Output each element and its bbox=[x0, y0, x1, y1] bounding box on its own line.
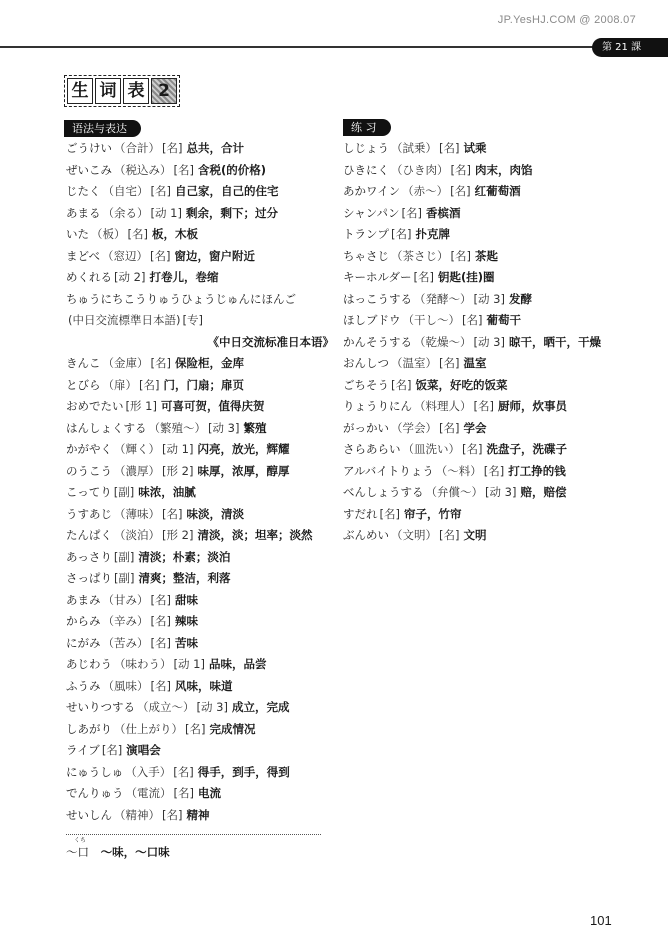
vocab-entry bbox=[66, 504, 336, 526]
entry-meaning: 辣味 bbox=[174, 614, 198, 628]
vocab-entry bbox=[343, 181, 643, 203]
entry-pos: [动 1] bbox=[150, 205, 182, 220]
left-column bbox=[66, 138, 336, 861]
entry-meaning: 剩余，剩下；过分 bbox=[185, 205, 278, 220]
entry-pos: [名] bbox=[150, 678, 171, 693]
entry-kanji: （弁償～） bbox=[425, 485, 483, 499]
vocab-entry bbox=[343, 203, 643, 225]
entry-meaning: 学会 bbox=[463, 420, 487, 435]
translation-line: 《中日交流标准日本语》 bbox=[207, 334, 334, 349]
entry-reading: あかワイン bbox=[343, 184, 401, 198]
entry-reading: でんりゅう bbox=[66, 786, 124, 800]
entry-meaning: 洗盘子，洗碟子 bbox=[486, 442, 567, 456]
entry-reading: あじわう bbox=[66, 657, 112, 671]
title-char: 生 bbox=[67, 78, 93, 104]
entry-reading: ちゃさじ bbox=[343, 248, 389, 263]
entry-kanji: （合計） bbox=[114, 141, 160, 155]
entry-pos: [动 3] bbox=[196, 700, 228, 714]
entry-meaning: 繁殖 bbox=[243, 420, 267, 435]
entry-meaning: 自己家，自己的住宅 bbox=[174, 184, 279, 198]
vocab-entry bbox=[343, 504, 643, 526]
entry-meaning: 甜味 bbox=[174, 592, 198, 607]
vocab-entry bbox=[66, 762, 336, 784]
vocab-entry bbox=[66, 203, 336, 225]
vocab-entry bbox=[66, 676, 336, 698]
watermark: JP.YesHJ.COM @ 2008.07 bbox=[497, 14, 636, 26]
entry-kanji: （輝く） bbox=[114, 442, 160, 456]
vocab-entry bbox=[343, 461, 643, 483]
vocab-entry bbox=[66, 353, 336, 375]
entry-meaning: 演唱会 bbox=[126, 743, 161, 757]
entry-pos: [名] bbox=[150, 184, 171, 198]
entry-pos: [名] bbox=[413, 270, 435, 284]
ruby: くち bbox=[74, 837, 87, 844]
vocab-entry bbox=[343, 396, 643, 418]
entry-meaning: 钥匙(挂)圈 bbox=[438, 270, 495, 284]
entry-pos: [名] bbox=[101, 743, 123, 757]
entry-kanji: （窓辺） bbox=[102, 248, 149, 263]
entry-pos: [动 1] bbox=[162, 442, 194, 456]
entry-pos: [专] bbox=[182, 313, 203, 327]
entry-kanji: （成立～） bbox=[137, 700, 195, 714]
entry-reading: うすあじ bbox=[66, 506, 112, 521]
entry-reading: はっこうする bbox=[343, 291, 412, 306]
header-rule bbox=[0, 46, 600, 48]
entry-meaning: 风味，味道 bbox=[174, 678, 233, 693]
entry-reading: ほしブドウ bbox=[343, 313, 401, 327]
entry-pos: [动 2] bbox=[114, 270, 146, 284]
vocab-entry bbox=[66, 697, 336, 719]
entry-pos: [动 3] bbox=[473, 334, 505, 349]
entry-kanji: （板） bbox=[91, 227, 126, 241]
entry-meaning: 可喜可贺，值得庆贺 bbox=[160, 399, 265, 413]
vocab-entry bbox=[66, 568, 336, 590]
entry-reading: ひきにく bbox=[343, 162, 389, 177]
vocab-entry bbox=[343, 375, 643, 397]
entry-reading: さらあらい bbox=[343, 442, 401, 456]
entry-reading: ごちそう bbox=[343, 377, 389, 392]
entry-pos: [名] bbox=[462, 442, 483, 456]
entry-kanji: （淡泊） bbox=[114, 528, 160, 542]
entry-reading: かがやく bbox=[66, 442, 112, 456]
entry-pos: [名] bbox=[379, 506, 400, 521]
entry-kanji: （濃厚） bbox=[114, 463, 160, 478]
entry-reading: にがみ bbox=[66, 635, 101, 650]
entry-meaning: 肉末，肉馅 bbox=[474, 162, 533, 177]
entry-meaning: 厨师，炊事员 bbox=[497, 399, 567, 413]
entry-kanji: （皿洗い） bbox=[402, 442, 460, 456]
entry-kanji: （税込み） bbox=[114, 162, 172, 177]
entry-reading: めくれる bbox=[66, 270, 112, 284]
vocab-entry bbox=[66, 418, 336, 440]
entry-reading: おんしつ bbox=[343, 356, 389, 370]
entry-meaning: 成立，完成 bbox=[231, 700, 290, 714]
entry-pos: [名] bbox=[450, 184, 471, 198]
entry-reading: きんこ bbox=[66, 356, 101, 370]
entry-reading: たんぱく bbox=[66, 528, 112, 542]
vocab-entry bbox=[343, 353, 643, 375]
vocab-entry bbox=[66, 181, 336, 203]
entry-kanji: (中日交流標準日本語) bbox=[68, 313, 181, 327]
title-number: 2 bbox=[151, 78, 177, 104]
entry-kanji: （文明） bbox=[391, 528, 437, 542]
entry-reading: さっぱり bbox=[66, 571, 112, 585]
entry-reading: からみ bbox=[66, 614, 101, 628]
entry-reading: あっさり bbox=[66, 549, 112, 564]
entry-kanji: （～料） bbox=[435, 463, 482, 478]
entry-pos: [名] bbox=[185, 721, 206, 736]
entry-pos: [副] bbox=[113, 485, 135, 499]
vocab-entry bbox=[343, 289, 643, 311]
entry-pos: [名] bbox=[391, 227, 412, 241]
vocab-entry bbox=[66, 224, 336, 246]
vocab-entry bbox=[66, 525, 336, 547]
entry-pos: [副] bbox=[114, 571, 135, 585]
entry-reading: しあがり bbox=[66, 721, 112, 736]
entry-pos: [副] bbox=[113, 549, 135, 564]
vocab-entry bbox=[66, 654, 336, 676]
vocab-entry bbox=[66, 805, 336, 827]
entry-kanji: （仕上がり） bbox=[114, 721, 183, 736]
entry-reading: あまる bbox=[66, 205, 101, 220]
entry-pos: [名] bbox=[150, 356, 171, 370]
entry-meaning: 电流 bbox=[197, 786, 221, 800]
entry-reading: あまみ bbox=[66, 592, 101, 607]
entry-pos: [名] bbox=[162, 141, 183, 155]
suffix-line bbox=[66, 844, 336, 861]
entry-reading: ふうみ bbox=[66, 678, 101, 693]
entry-meaning: 打卷儿，卷缩 bbox=[149, 270, 219, 284]
vocab-entry bbox=[66, 160, 336, 182]
entry-meaning: 赔，赔偿 bbox=[520, 485, 567, 499]
vocab-entry bbox=[343, 267, 643, 289]
entry-meaning: 香槟酒 bbox=[425, 205, 461, 220]
entry-meaning: 门，门扇；扉页 bbox=[163, 377, 244, 392]
entry-kanji: （金庫） bbox=[102, 356, 149, 370]
entry-kanji: （味わう） bbox=[114, 657, 172, 671]
entry-kanji: （苦み） bbox=[102, 635, 149, 650]
vocab-entry bbox=[66, 461, 336, 483]
entry-pos: [名] bbox=[473, 399, 494, 413]
entry-kanji: （茶さじ） bbox=[391, 248, 449, 263]
vocab-entry bbox=[343, 246, 643, 268]
entry-pos: [名] bbox=[439, 528, 460, 542]
entry-pos: [名] bbox=[439, 141, 460, 155]
entry-pos: [名] bbox=[483, 463, 505, 478]
entry-kanji: （精神） bbox=[114, 807, 160, 822]
entry-pos: [动 3] bbox=[473, 291, 505, 306]
entry-meaning: 发酵 bbox=[508, 291, 532, 306]
vocab-entry bbox=[66, 783, 336, 805]
entry-meaning: 清淡，淡；坦率；淡然 bbox=[197, 528, 313, 542]
entry-pos: [名] bbox=[139, 377, 160, 392]
entry-kanji: （温室） bbox=[391, 356, 437, 370]
vocab-entry bbox=[66, 611, 336, 633]
entry-meaning: 红葡萄酒 bbox=[474, 184, 521, 198]
entry-kanji: （乾燥～） bbox=[414, 334, 472, 349]
title-char: 表 bbox=[123, 78, 149, 104]
entry-pos: [动 3] bbox=[485, 485, 517, 499]
entry-pos: [名] bbox=[162, 807, 183, 822]
entry-pos: [名] bbox=[462, 313, 483, 327]
entry-meaning: 窗边，窗户附近 bbox=[174, 248, 256, 263]
entry-pos: [名] bbox=[450, 248, 471, 263]
entry-reading: おめでたい bbox=[66, 399, 124, 413]
entry-meaning: 品味，品尝 bbox=[208, 657, 267, 671]
vocab-entry bbox=[66, 246, 336, 268]
vocab-entry bbox=[66, 633, 336, 655]
vocab-entry bbox=[343, 310, 643, 332]
entry-reading: ちゅうにちこうりゅうひょうじゅんにほんご bbox=[66, 291, 296, 306]
entry-meaning: 葡萄干 bbox=[486, 313, 521, 327]
entry-pos: [名] bbox=[439, 356, 460, 370]
entry-kanji: （料理人） bbox=[414, 399, 472, 413]
entry-pos: [动 1] bbox=[173, 657, 205, 671]
entry-reading: すだれ bbox=[343, 506, 378, 521]
entry-kanji: （薄味） bbox=[114, 506, 160, 521]
entry-meaning: 温室 bbox=[463, 356, 487, 370]
entry-meaning: 清淡；朴素；淡泊 bbox=[138, 549, 231, 564]
entry-kanji: （電流） bbox=[125, 786, 172, 800]
section-label-practice: 练 习 bbox=[343, 119, 391, 136]
entry-kanji: （学会） bbox=[391, 420, 437, 435]
entry-reading: ぜいこみ bbox=[66, 162, 112, 177]
vocab-entry bbox=[343, 160, 643, 182]
vocab-entry bbox=[343, 525, 643, 547]
entry-reading: せいりつする bbox=[66, 700, 135, 714]
entry-kanji: （繁殖～） bbox=[148, 420, 206, 435]
entry-pos: [名] bbox=[401, 205, 422, 220]
entry-meaning: 试乘 bbox=[463, 141, 487, 155]
entry-pos: [名] bbox=[150, 635, 171, 650]
vocab-entry bbox=[66, 310, 336, 332]
entry-pos: [名] bbox=[173, 786, 194, 800]
entry-meaning: 文明 bbox=[463, 528, 487, 542]
vocab-entry bbox=[66, 267, 336, 289]
vocab-entry bbox=[66, 547, 336, 569]
entry-meaning: 扑克牌 bbox=[415, 227, 450, 241]
vocab-entry bbox=[66, 439, 336, 461]
vocab-entry bbox=[66, 138, 336, 160]
entry-meaning: 味淡，清淡 bbox=[186, 506, 244, 521]
entry-meaning: 晾干，晒干，干燥 bbox=[508, 334, 601, 349]
entry-meaning: 含税(的价格) bbox=[197, 162, 266, 177]
entry-reading: せいしん bbox=[66, 807, 112, 822]
entry-meaning: 得手，到手，得到 bbox=[197, 764, 290, 779]
suffix-term: ～口 bbox=[66, 845, 89, 859]
entry-kanji: （発酵～） bbox=[414, 291, 472, 306]
entry-pos: [形 2] bbox=[162, 528, 194, 542]
vocab-entry bbox=[343, 332, 643, 354]
title-char: 词 bbox=[95, 78, 121, 104]
entry-pos: [形 2] bbox=[162, 463, 194, 478]
entry-reading: ごうけい bbox=[66, 141, 112, 155]
lesson-tab: 第 21 課 bbox=[592, 38, 668, 57]
entry-reading: こってり bbox=[66, 485, 112, 499]
entry-kanji: （ひき肉） bbox=[391, 162, 449, 177]
entry-meaning: 茶匙 bbox=[474, 248, 498, 263]
vocab-entry bbox=[66, 289, 336, 311]
entry-meaning: 苦味 bbox=[174, 635, 198, 650]
entry-kanji: （自宅） bbox=[102, 184, 149, 198]
entry-meaning: 总共，合计 bbox=[186, 141, 244, 155]
section-label-grammar: 语法与表达 bbox=[64, 120, 141, 137]
entry-pos: [名] bbox=[450, 162, 471, 177]
entry-meaning: 味厚，浓厚，醇厚 bbox=[197, 463, 290, 478]
entry-pos: [名] bbox=[173, 162, 194, 177]
entry-kanji: （風味） bbox=[102, 678, 149, 693]
vocab-entry bbox=[343, 138, 643, 160]
suffix-entry bbox=[66, 837, 336, 861]
page-number: 101 bbox=[590, 913, 612, 928]
dotted-divider bbox=[66, 834, 321, 835]
entry-reading: キーホルダー bbox=[343, 270, 412, 284]
right-column bbox=[343, 138, 643, 547]
vocab-entry bbox=[66, 396, 336, 418]
entry-kanji: （甘み） bbox=[102, 592, 149, 607]
entry-reading: ライブ bbox=[66, 743, 100, 757]
entry-meaning: 精神 bbox=[186, 807, 210, 822]
entry-meaning: 板，木板 bbox=[151, 227, 198, 241]
vocab-entry bbox=[343, 418, 643, 440]
entry-kanji: （干し～） bbox=[402, 313, 460, 327]
entry-reading: まどべ bbox=[66, 248, 101, 263]
entry-pos: [名] bbox=[150, 592, 171, 607]
entry-meaning: 帘子，竹帘 bbox=[403, 506, 462, 521]
entry-reading: じたく bbox=[66, 184, 101, 198]
entry-reading: のうこう bbox=[66, 463, 112, 478]
entry-reading: トランプ bbox=[343, 227, 389, 241]
entry-pos: [动 3] bbox=[208, 420, 240, 435]
entry-reading: シャンパン bbox=[343, 205, 400, 220]
entry-reading: べんしょうする bbox=[343, 485, 424, 499]
entry-reading: とびら bbox=[66, 377, 101, 392]
entry-meaning: 完成情况 bbox=[209, 721, 256, 736]
vocab-entry bbox=[66, 375, 336, 397]
entry-meaning: 打工挣的钱 bbox=[508, 463, 566, 478]
entry-reading: はんしょくする bbox=[66, 420, 147, 435]
entry-reading: にゅうしゅ bbox=[66, 764, 124, 779]
entry-reading: アルバイトりょう bbox=[343, 463, 434, 478]
vocab-entry bbox=[66, 590, 336, 612]
entry-kanji: （辛み） bbox=[102, 614, 149, 628]
vocab-entry bbox=[343, 482, 643, 504]
entry-reading: がっかい bbox=[343, 420, 389, 435]
entry-kanji: （扉） bbox=[102, 377, 137, 392]
entry-meaning: 保险柜，金库 bbox=[174, 356, 244, 370]
entry-pos: [名] bbox=[439, 420, 460, 435]
entry-kanji: （試乗） bbox=[391, 141, 437, 155]
entry-reading: かんそうする bbox=[343, 334, 412, 349]
entry-reading: いた bbox=[66, 227, 89, 241]
vocab-entry bbox=[66, 719, 336, 741]
entry-pos: [名] bbox=[150, 614, 171, 628]
entry-meaning: 清爽；整洁，利落 bbox=[138, 571, 231, 585]
entry-pos: [名] bbox=[162, 506, 183, 521]
page-title bbox=[64, 75, 180, 107]
entry-pos: [名] bbox=[127, 227, 148, 241]
entry-kanji: （余る） bbox=[102, 205, 149, 220]
entry-meaning: 饭菜，好吃的饭菜 bbox=[415, 377, 508, 392]
entry-meaning: 味浓，油腻 bbox=[138, 485, 196, 499]
entry-pos: [名] bbox=[150, 248, 171, 263]
entry-pos: [名] bbox=[173, 764, 194, 779]
entry-reading: ぶんめい bbox=[343, 528, 389, 542]
suffix-meaning: ～味，～口味 bbox=[100, 845, 170, 859]
entry-kanji: （入手） bbox=[125, 764, 172, 779]
entry-pos: [形 1] bbox=[125, 399, 157, 413]
vocab-entry bbox=[343, 224, 643, 246]
entry-reading: りょうりにん bbox=[343, 399, 412, 413]
entry-meaning: 闪亮，放光，辉耀 bbox=[197, 442, 290, 456]
vocab-entry bbox=[66, 482, 336, 504]
vocab-entry bbox=[343, 439, 643, 461]
entry-pos: [名] bbox=[391, 377, 412, 392]
entry-kanji: （赤～） bbox=[402, 184, 449, 198]
vocab-entry bbox=[66, 740, 336, 762]
entry-reading: しじょう bbox=[343, 141, 389, 155]
